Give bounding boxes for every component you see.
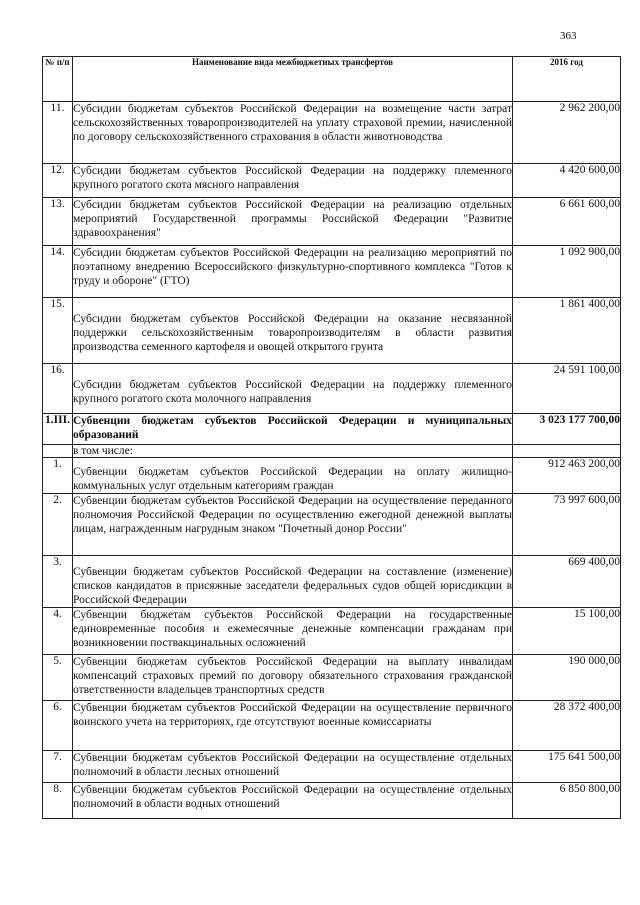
- row-description: Субсидии бюджетам субъектов Российской Федерации на возмещение части затрат сельскохозяйственных товаропроизводителей на уплату страховой премии, начисленной по договору сельскохозяйственного страхования в области животноводства: [73, 102, 513, 164]
- table-row: [43, 298, 621, 364]
- row-amount: 73 997 600,00: [513, 494, 621, 556]
- section-number: 1.III.: [43, 414, 73, 445]
- table-row: [43, 458, 621, 494]
- header-num: № п/п: [43, 57, 73, 102]
- row-description: Субвенции бюджетам субъектов Российской Федерации на государственные единовременные пособия и ежемесячные денежные компенсации гражданам при возникновении поствакцинальных осложнений: [73, 608, 513, 655]
- row-number: 8.: [43, 783, 73, 819]
- table-header-row: [43, 57, 621, 102]
- section-amount: 3 023 177 700,00: [513, 414, 621, 445]
- subheader-row: [43, 445, 621, 458]
- row-number: 4.: [43, 608, 73, 655]
- table-row: [43, 102, 621, 164]
- row-amount: 6 850 800,00: [513, 783, 621, 819]
- subheader-num-cell: [43, 445, 73, 458]
- section-row: [43, 414, 621, 445]
- row-description: Субвенции бюджетам субъектов Российской Федерации на осуществление первичного воинского учета на территориях, где отсутствуют военные комиссариаты: [73, 701, 513, 751]
- section-title: Субвенции бюджетам субъектов Российской Федерации и муниципальных образований: [73, 414, 513, 445]
- header-name: Наименование вида межбюджетных трансфертов: [73, 57, 513, 102]
- row-amount: 190 000,00: [513, 655, 621, 701]
- row-number: 2.: [43, 494, 73, 556]
- row-number: 1.: [43, 458, 73, 494]
- row-description: Субвенции бюджетам субъектов Российской Федерации на выплату инвалидам компенсаций страховых премий по договору обязательного страхования гражданской ответственности владельцев транспортных средств: [73, 655, 513, 701]
- table-row: [43, 783, 621, 819]
- row-number: 16.: [43, 364, 73, 414]
- subheader-label: в том числе:: [73, 445, 513, 458]
- table-row: [43, 164, 621, 198]
- table-row: [43, 494, 621, 556]
- row-number: 11.: [43, 102, 73, 164]
- row-description: Субсидии бюджетам субъектов Российской Федерации на поддержку племенного крупного рогатого скота молочного направления: [73, 364, 513, 414]
- row-number: 13.: [43, 198, 73, 246]
- row-amount: 1 861 400,00: [513, 298, 621, 364]
- table-row: [43, 556, 621, 608]
- table-row: [43, 364, 621, 414]
- row-description: Субвенции бюджетам субъектов Российской Федерации на составление (изменение) списков кандидатов в присяжные заседатели федеральных судов общей юрисдикции в Российской Федерации: [73, 556, 513, 608]
- transfers-table: [42, 56, 621, 819]
- table-row: [43, 701, 621, 751]
- table-row: [43, 655, 621, 701]
- table-row: [43, 246, 621, 298]
- row-number: 15.: [43, 298, 73, 364]
- header-year: 2016 год: [513, 57, 621, 102]
- row-description: Субвенции бюджетам субъектов Российской Федерации на осуществление переданного полномочия Российской Федерации по осуществлению ежегодной денежной выплаты лицам, награжденным нагрудным знаком "Почетный донор России": [73, 494, 513, 556]
- row-description: Субвенции бюджетам субъектов Российской Федерации на осуществление отдельных полномочий в области лесных отношений: [73, 751, 513, 783]
- row-amount: 28 372 400,00: [513, 701, 621, 751]
- row-amount: 912 463 200,00: [513, 458, 621, 494]
- row-description: Субсидии бюджетам субъектов Российской Федерации на реализацию отдельных мероприятий Государственной программы Российской Федерации "Развитие здравоохранения": [73, 198, 513, 246]
- row-description: Субвенции бюджетам субъектов Российской Федерации на оплату жилищно-коммунальных услуг отдельным категориям граждан: [73, 458, 513, 494]
- row-number: 14.: [43, 246, 73, 298]
- row-amount: 15 100,00: [513, 608, 621, 655]
- row-number: 7.: [43, 751, 73, 783]
- table-row: [43, 608, 621, 655]
- row-description: Субсидии бюджетам субъектов Российской Федерации на оказание несвязанной поддержки сельскохозяйственным товаропроизводителям в области развития производства семенного картофеля и овощей открытого грунта: [73, 298, 513, 364]
- row-number: 5.: [43, 655, 73, 701]
- row-description: Субсидии бюджетам субъектов Российской Федерации на реализацию мероприятий по поэтапному внедрению Всероссийского физкультурно-спортивного комплекса "Готов к труду и обороне" (ГТО): [73, 246, 513, 298]
- row-number: 3.: [43, 556, 73, 608]
- row-description: Субсидии бюджетам субъектов Российской Федерации на поддержку племенного крупного рогатого скота мясного направления: [73, 164, 513, 198]
- row-amount: 1 092 900,00: [513, 246, 621, 298]
- subheader-amount-cell: [513, 445, 621, 458]
- row-number: 6.: [43, 701, 73, 751]
- row-amount: 4 420 600,00: [513, 164, 621, 198]
- row-amount: 669 400,00: [513, 556, 621, 608]
- row-amount: 175 641 500,00: [513, 751, 621, 783]
- table-row: [43, 198, 621, 246]
- row-number: 12.: [43, 164, 73, 198]
- page-number: 363: [560, 30, 577, 42]
- row-description: Субвенции бюджетам субъектов Российской Федерации на осуществление отдельных полномочий в области водных отношений: [73, 783, 513, 819]
- row-amount: 24 591 100,00: [513, 364, 621, 414]
- row-amount: 2 962 200,00: [513, 102, 621, 164]
- row-amount: 6 661 600,00: [513, 198, 621, 246]
- table-row: [43, 751, 621, 783]
